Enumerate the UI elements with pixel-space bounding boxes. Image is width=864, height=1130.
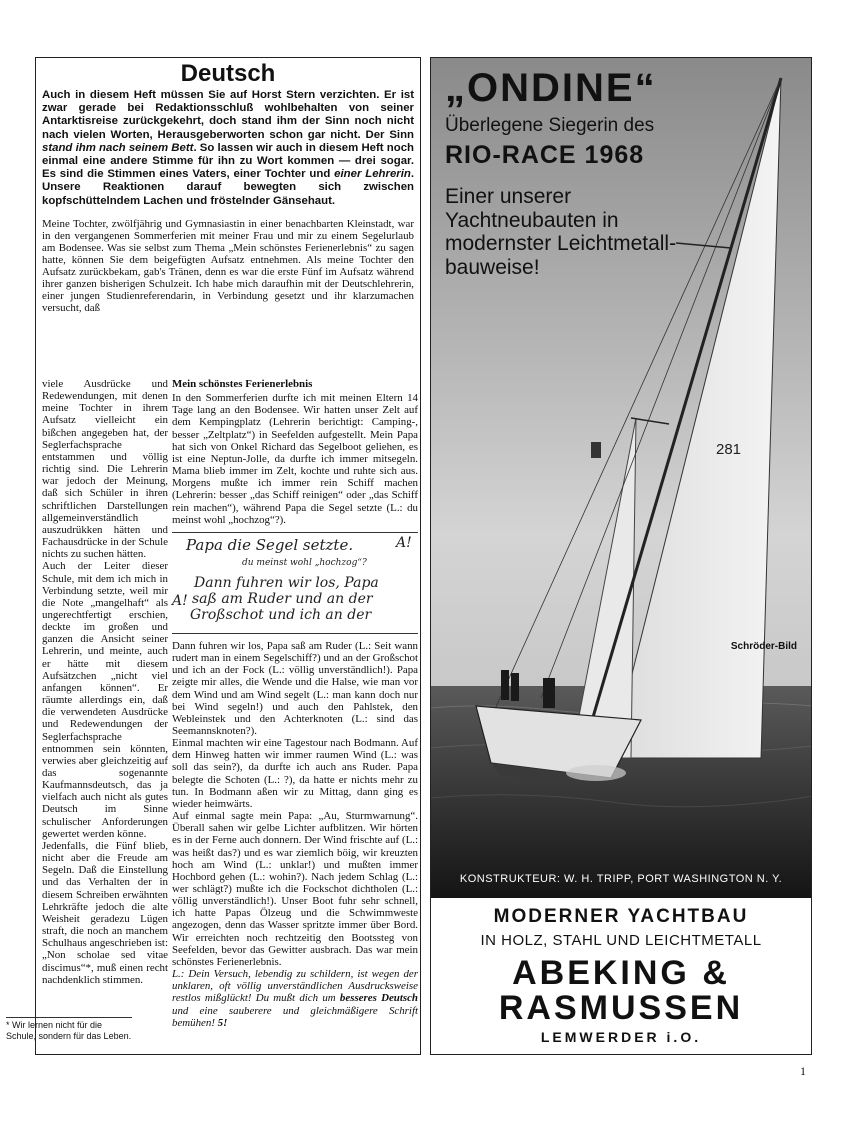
note-text: und eine sauberere und gleichmäßigere Schrift bemühen! (172, 1004, 418, 1029)
letter-paragraph: Jedenfalls, die Fünf blieb, nicht aber die Freude am Segeln. Daß die Einstellung und das Verhalten der in diesem Schreiben erwähnten Lehrkräfte jedoch die alte Weisheit geradezu Lügen straft, die noch an manchem Schulhaus angeschrieben ist: „Non scholae sed vitae discimus“*, muß einen recht nachdenklich stimmen. (42, 839, 168, 986)
handwriting-sample (172, 532, 418, 634)
ad-race: RIO-RACE 1968 (445, 141, 645, 169)
handwriting-line: Dann fuhren wir los, Papa (194, 574, 379, 591)
lead-part-italic: stand ihm nach seinem Bett (42, 141, 194, 154)
lead-part: Er ist zwar gerade bei Redaktionsschluß wohlbehalten von seiner Antarktisreise zurückgekehrt, doch stand ihm der Sinn noch nicht nach vielen Worten, Herausgeberworten schon gar nicht. Der Sinn (42, 89, 414, 141)
company-name-line2: RASMUSSEN (498, 989, 744, 1027)
letter-paragraph: Auch der Leiter dieser Schule, mit dem ich mich in Verbindung setzte, weil mir die Note „mangelhaft“ als ungerechtfertigt erschien, deckte im großen und ganzen die Ansicht seiner Lehrerin, und meinte, auch er hätte mit diesem Aufsätzchen „nicht viel anfangen können“. Er räumte allerdings ein, daß die verwendeten Ausdrücke und Redewendungen der Seglerfachsprache entnommen sein könnten, verwies aber gleichzeitig auf das sogenannte Kaufmannsdeutsch, das ja vielfach auch nicht als gutes Deutsch im Sinne schulischer Anforderungen gewertet werden könne. (42, 560, 168, 840)
lead-part: Auch in diesem Heft müssen Sie auf Horst Stern verzichten. (42, 89, 385, 101)
handwriting-mark: A! (396, 534, 412, 551)
note-text: L.: Dein Versuch, lebendig zu schildern, ist wegen der unklaren, oft völlig unverständlichen Ausdrucksweise restlos mißglückt! Du mußt dich um (172, 968, 418, 1005)
essay-heading: Mein schönstes Ferienerlebnis (172, 378, 313, 390)
lead-part: . Unsere Reaktionen darauf bewegten sich zwischen kopfschüttelndem Lachen und fröstelnder Gänsehaut. (42, 168, 415, 207)
page-number: 1 (800, 1064, 806, 1078)
letter-intro (36, 218, 420, 315)
lead-part-italic: einer Lehrerin (334, 168, 411, 181)
letter-column (42, 378, 168, 986)
article-title: Deutsch (180, 60, 276, 87)
essay-paragraph: Einmal machten wir eine Tagestour nach Bodmann. Auf dem Hinweg hatten wir immer raumen Wind (L.: was soll das sein?), da durfte ich auch ans Ruder. Papa belegte die Schoten (L.: ?), da hatte er nichts mehr zu tun. In Bodmann aßen wir zu Mittag, dann ging es wieder heimwärts. (172, 737, 418, 810)
essay-paragraph: Dann fuhren wir los, Papa saß am Ruder (L.: Seit wann rudert man in einem Segelschiff?) und an der Großschot und ich an der Fock (L.: völlig unverständlich!). Papa zeigte mir alles, die Wende und die Halse, wie man vor dem Wind und am Wind segelt (L.: man kann doch nur bei Wind segeln!) und auch den Pahlstek, den Webleinstek und den Achterknoten (L.: sind das Seemannsknoten?). (172, 639, 418, 737)
article-lead (36, 89, 420, 208)
note-grade: 5! (217, 1016, 228, 1029)
essay-paragraph: In den Sommerferien durfte ich mit meinen Eltern 14 Tage lang an den Bodensee. Wir hatten unser Zelt auf dem Kempingplatz (Lehrerin berichtigt: Camping-, besser „Zeltplatz“) in Seefelden aufgestellt. Mein Papa hat sich von Onkel Richard das Segelboot geliehen, es ist eine Neptun-Jolle, da durfte ich immer mitsegeln. Mama blieb immer im Zelt, kochte und ruhte sich aus. Morgens mußte ich immer rein Schiff machen (Lehrerin: besser „das Schiff reinigen“ oder „das Schiff rein machen“), während Papa die Segel setzte (L.: du meinst wohl „hochzog“?). (172, 392, 418, 526)
essay-column (172, 378, 418, 1029)
advertisement (430, 57, 812, 1055)
handwriting-line: Papa die Segel setzte. (186, 535, 354, 554)
ad-line2: IN HOLZ, STAHL UND LEICHTMETALL (480, 932, 762, 949)
article-box (35, 57, 421, 1055)
handwriting-correction: du meinst wohl „hochzog“? (242, 557, 367, 568)
handwriting-line: saß am Ruder und an der (192, 590, 373, 607)
ad-subline: Überlegene Siegerin des (445, 115, 655, 136)
ad-description: Einer unserer Yachtneubauten in modernster Leichtmetall-bauweise! (445, 185, 677, 279)
note-bold: besseres Deutsch (339, 992, 418, 1005)
handwriting-mark: A! (172, 592, 188, 609)
ad-line1: MODERNER YACHTBAU (493, 906, 749, 927)
photo-credit: Schröder-Bild (730, 641, 797, 652)
company-name-line1: ABEKING & (512, 954, 730, 992)
ad-headline: „ONDINE“ (445, 66, 657, 110)
letter-paragraph: viele Ausdrücke und Redewendungen, mit denen meine Tochter in ihrem Aufsatz vielleicht ein bißchen angegeben hat, der Seglerfachsprache entstammen und völlig richtig sind. Die Lehrerin war jedoch der Meinung, daß sich Schüler in ihren schriftlichen Darstellungen allgemeinverständlich auszudrükken hätten und Fachausdrücke in der Schule nichts zu suchen hätten. (42, 378, 168, 561)
teacher-note (172, 968, 418, 1029)
footnote: * Wir lernen nicht für die Schule, sondern für das Leben. (6, 1017, 132, 1041)
company-location: LEMWERDER i.O. (540, 1029, 702, 1045)
lead-part: . So lassen wir auch in diesem Heft noch einmal eine andere Stimme für ihn zu Wort kommen — drei sogar. Es sind die Stimmen eines Vaters, einer Tochter und (42, 141, 415, 181)
ad-designer: KONSTRUKTEUR: W. H. TRIPP, PORT WASHINGTON N. Y. (459, 873, 783, 885)
sail-number: 281 (716, 441, 742, 458)
handwriting-line: Großschot und ich an der (190, 606, 372, 623)
intro-paragraph: Meine Tochter, zwölfjährig und Gymnasiastin in einer benachbarten Kleinstadt, war in den vergangenen Sommerferien mit meiner Frau und mir zu einem Segelurlaub am Bodensee. Was sie selbst zum Thema „Mein schönstes Ferienerlebnis“ zu sagen hatte, können Sie dem beigefügten Aufsatz entnehmen. Als meine Tochter den Aufsatz zurückbekam, gab's Tränen, denn es war die erste Fünf im Aufsatz während ihrer ganzen bisherigen Schulzeit. Ich habe mich daraufhin mit der Deutschlehrerin, einer jungen Studienreferendarin, in Verbindung gesetzt und ihr klarzumachen versucht, daß (42, 217, 414, 315)
essay-paragraph: Auf einmal sagte mein Papa: „Au, Sturmwarnung“. Überall sahen wir gelbe Lichter aufblitzen. Wir hörten es in der Ferne auch donnern. Der Wind frischte auf (L.: was heißt das?) und es war ziemlich böig, wir kreuzten hoch am Wind (L.: unklar!) und mußten immer Hochbord gehen (L.: wohin?). Nach jedem Schlag (L.: wer schlägt?) mußte ich die Fockschot dichtholen (L.: völlig unverständlich!). Unser Boot fuhr sehr schnell, ich hatte Papas Ölzeug und die Schwimmweste angezogen, denn das Wasser spritzte immer über Bord. Wir erreichten noch rechtzeitig den Bootssteg von Seefelden, bevor das Gewitter ausbrach. Das war mein schönstes Ferienerlebnis. (172, 810, 418, 968)
sailboat-photo (431, 58, 811, 898)
